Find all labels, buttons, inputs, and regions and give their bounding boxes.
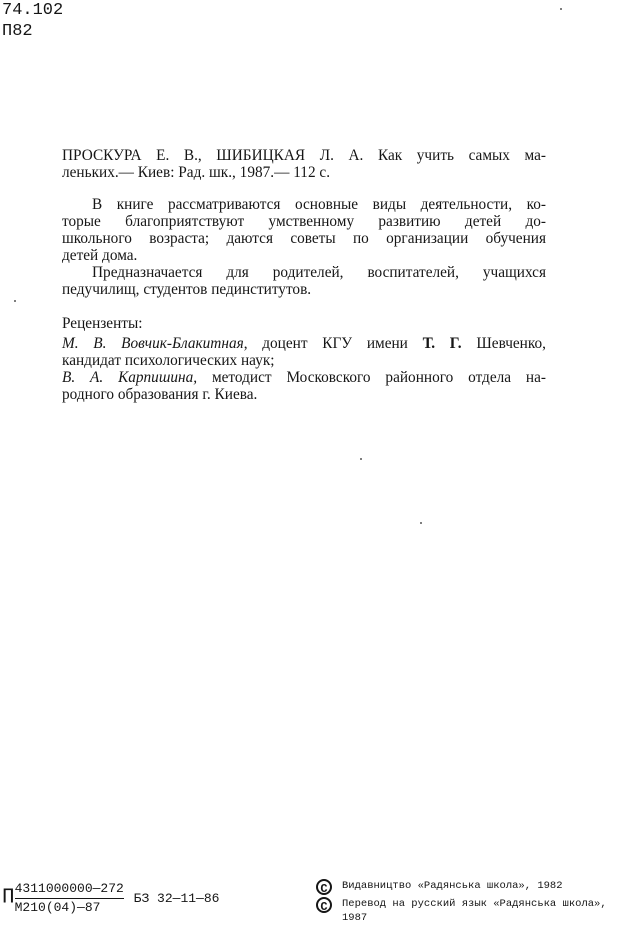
author-mark: П82 xyxy=(2,22,33,41)
reviewer-2-line-2: родного образования г. Киева. xyxy=(62,386,258,403)
library-classification xyxy=(2,0,63,42)
copyright-icon: C xyxy=(316,879,332,895)
abstract-line-4: детей дома. xyxy=(62,247,138,264)
reviewer-1-line-1: М. В. Вовчик-Блакитная, доцент КГУ имени Т. Г. Шевченко, xyxy=(62,335,547,352)
reviewer-1-line-2: кандидат психологических наук; xyxy=(62,352,275,369)
imprint-denominator: М210(04)—87 xyxy=(14,900,101,915)
audience-line-2: педучилищ, студентов пединститутов. xyxy=(62,281,312,298)
imprint-fraction xyxy=(15,880,124,917)
reviewer-1-name: М. В. Вовчик-Блакитная xyxy=(62,335,244,352)
abstract-line-3: школьного возраста; даются советы по организации обучения xyxy=(62,230,546,247)
copyright-row-2 xyxy=(316,897,616,925)
abstract-line-2: торые благоприятствуют умственному развитию детей до- xyxy=(62,213,546,230)
scan-speck xyxy=(14,300,16,302)
scan-speck xyxy=(560,8,562,10)
copyright-block xyxy=(316,879,616,925)
imprint-code: БЗ 32—11—86 xyxy=(133,890,220,906)
reviewer-2-name: В. А. Карпишина, xyxy=(62,369,198,386)
imprint-numerator: 4311000000—272 xyxy=(15,880,124,899)
citation-line-2: леньких.— Киев: Рад. шк., 1987.— 112 с. xyxy=(62,164,331,181)
publication-imprint xyxy=(2,880,219,917)
citation-line-1: ПРОСКУРА Е. В., ШИБИЦКАЯ Л. А. Как учить самых ма- xyxy=(62,147,546,164)
scan-speck xyxy=(420,522,422,524)
audience-line-1: Предназначается для родителей, воспитателей, учащихся xyxy=(92,264,546,281)
copyright-line-2: Перевод на русский язык «Радянська школа», 1987 xyxy=(342,898,607,924)
reviewers xyxy=(62,315,546,403)
reviewers-heading: Рецензенты: xyxy=(62,315,143,332)
classification-code: 74.102 xyxy=(2,1,64,20)
scan-speck xyxy=(360,458,362,460)
copyright-line-1: Видавництво «Радянська школа», 1982 xyxy=(342,880,563,892)
copyright-row-1 xyxy=(316,879,616,895)
bibliographic-citation xyxy=(62,147,546,181)
abstract xyxy=(62,196,546,298)
abstract-line-1: В книге рассматриваются основные виды деятельности, ко- xyxy=(92,196,546,213)
reviewer-2-line-1: В. А. Карпишина, методист Московского районного отдела на- xyxy=(62,369,546,386)
copyright-icon: C xyxy=(316,897,332,913)
imprint-letter: П xyxy=(2,886,15,910)
